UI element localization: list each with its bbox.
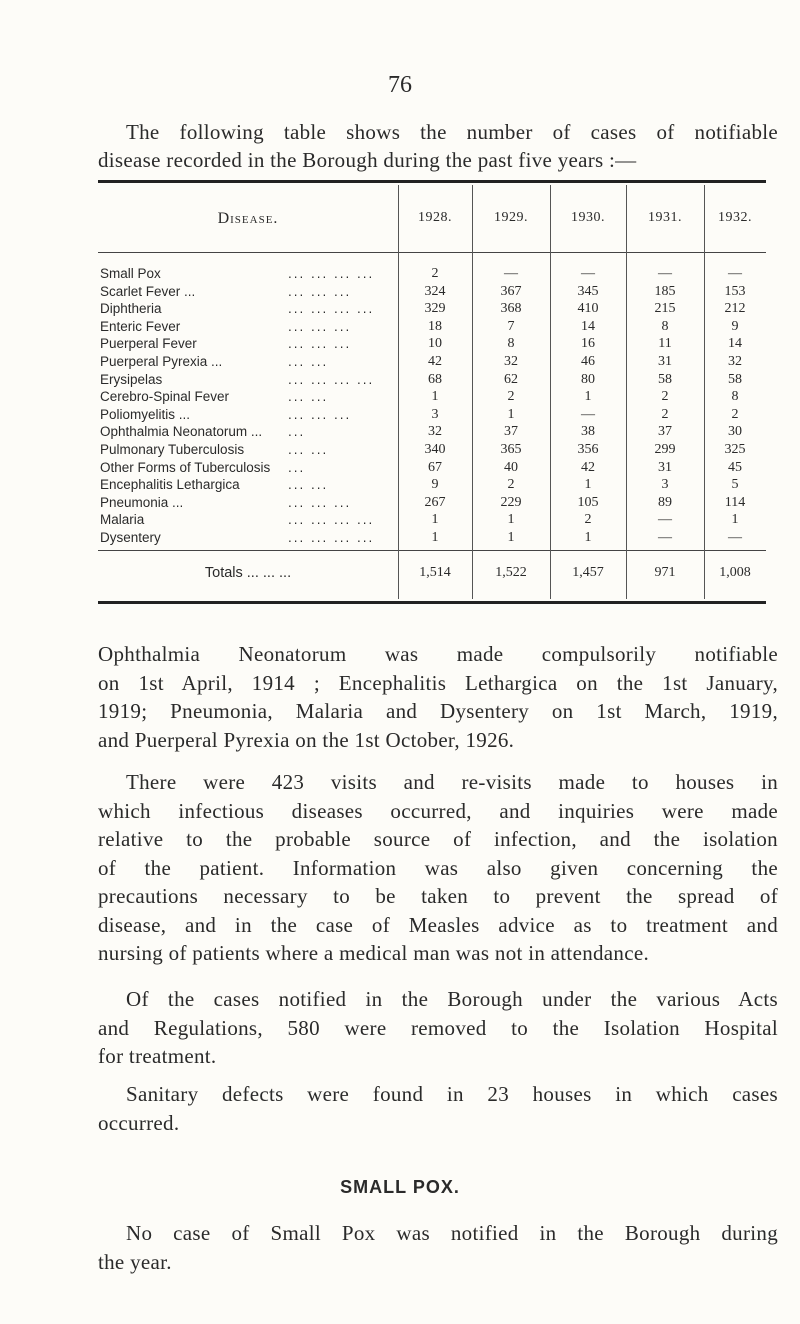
- disease-name: Enteric Fever: [100, 318, 181, 334]
- table-cell: 32: [504, 353, 518, 369]
- totals-row: [98, 565, 766, 589]
- header-year: 1930.: [571, 210, 605, 225]
- table-cell: 58: [658, 371, 672, 387]
- table-cell: —: [581, 406, 595, 422]
- leader-dots: ... ... ... ...: [288, 371, 375, 387]
- paragraph-line: 1919; Pneumonia, Malaria and Dysentery on 1st March, 1919,: [98, 699, 778, 723]
- paragraph-line: Of the cases notified in the Borough under the various Acts: [126, 987, 778, 1011]
- disease-name: Diphtheria: [100, 301, 162, 317]
- table-cell: 32: [428, 424, 442, 440]
- table-cell: 185: [654, 283, 676, 299]
- table-row: [98, 477, 766, 495]
- page-number: 76: [388, 72, 412, 98]
- paragraph-line: on 1st April, 1914 ; Encephalitis Lethargica on the 1st January,: [98, 670, 778, 695]
- table-cell: 324: [424, 283, 446, 299]
- table-cell: 10: [428, 336, 442, 352]
- table-cell: 31: [658, 353, 672, 369]
- table-cell: 9: [431, 477, 439, 493]
- table-cell: —: [658, 529, 672, 545]
- table-cell: 45: [728, 459, 742, 475]
- table-cell: 329: [424, 301, 446, 317]
- header-disease: Disease.: [217, 210, 279, 227]
- table-totals-rule: [98, 550, 766, 551]
- paragraph-line: precautions necessary to be taken to prevent the spread of: [98, 884, 778, 908]
- paragraph-line: nursing of patients where a medical man was not in attendance.: [98, 941, 650, 965]
- table-cell: 3: [431, 406, 439, 422]
- disease-name: Cerebro-Spinal Fever: [100, 389, 230, 405]
- table-cell: 1: [507, 512, 515, 528]
- disease-name: Scarlet Fever ...: [100, 283, 196, 299]
- table-cell: 1: [431, 389, 439, 405]
- table-row: [98, 372, 766, 390]
- visits-paragraph: [98, 768, 778, 968]
- table-cell: —: [728, 529, 742, 545]
- table-row: [98, 442, 766, 460]
- table-cell: 340: [424, 441, 446, 457]
- table-cell: 1: [584, 529, 592, 545]
- disease-name: Ophthalmia Neonatorum ...: [100, 424, 263, 440]
- sanitary-paragraph: [98, 1080, 778, 1137]
- table-row: [98, 407, 766, 425]
- disease-name: Puerperal Fever: [100, 336, 197, 352]
- table-cell: 368: [500, 301, 522, 317]
- table-cell: 2: [661, 406, 669, 422]
- header-year: 1928.: [418, 210, 452, 225]
- table-cell: 365: [500, 441, 522, 457]
- table-cell: 89: [658, 494, 672, 510]
- isolation-paragraph: [98, 985, 778, 1071]
- paragraph-line: of the patient. Information was also given concerning the: [98, 855, 778, 880]
- leader-dots: ...: [288, 424, 306, 440]
- notification-dates-paragraph: [98, 640, 778, 754]
- table-row: [98, 389, 766, 407]
- table-cell: 5: [731, 477, 739, 493]
- table-cell: 267: [424, 494, 446, 510]
- intro-line: disease recorded in the Borough during the past five years :—: [98, 148, 637, 172]
- section-heading: SMALL POX.: [340, 1177, 460, 1197]
- table-row: [98, 284, 766, 302]
- table-cell: 299: [654, 441, 676, 457]
- table-body: [98, 266, 766, 548]
- leader-dots: ... ... ... ...: [288, 266, 375, 281]
- disease-name: Puerperal Pyrexia ...: [100, 353, 223, 369]
- disease-name: Dysentery: [100, 529, 161, 545]
- table-cell: 11: [658, 336, 672, 352]
- intro-line: The following table shows the number of cases of notifiable: [126, 120, 778, 144]
- table-cell: 2: [507, 477, 515, 493]
- table-top-rule: [98, 180, 766, 183]
- header-year: 1929.: [494, 210, 528, 225]
- table-cell: 3: [661, 477, 669, 493]
- table-cell: 105: [577, 494, 599, 510]
- table-cell: 345: [577, 283, 599, 299]
- paragraph-line: and Puerperal Pyrexia on the 1st October, 1926.: [98, 727, 515, 752]
- table-row: [98, 319, 766, 337]
- paragraph-line: for treatment.: [98, 1044, 217, 1068]
- table-cell: 114: [724, 494, 746, 510]
- table-cell: 38: [581, 424, 595, 440]
- table-row: [98, 424, 766, 442]
- leader-dots: ... ... ... ...: [288, 529, 375, 545]
- table-cell: 30: [728, 424, 742, 440]
- paragraph-line: There were 423 visits and re-visits made to houses in: [126, 770, 778, 794]
- paragraph-line: and Regulations, 580 were removed to the Isolation Hospital: [98, 1015, 778, 1040]
- leader-dots: ... ... ...: [288, 336, 352, 352]
- table-cell: 325: [724, 441, 746, 457]
- disease-name: Poliomyelitis ...: [100, 406, 191, 422]
- table-cell: 1: [584, 389, 592, 405]
- table-cell: 31: [658, 459, 672, 475]
- table-cell: 1: [731, 512, 739, 528]
- leader-dots: ... ... ...: [288, 406, 352, 422]
- table-cell: —: [581, 266, 595, 281]
- table-cell: 212: [724, 301, 746, 317]
- leader-dots: ... ... ... ...: [288, 301, 375, 317]
- table-cell: 80: [581, 371, 595, 387]
- table-cell: 37: [504, 424, 518, 440]
- totals-label: Totals ... ... ...: [204, 565, 292, 581]
- table-cell: 8: [731, 389, 739, 405]
- table-cell: 9: [731, 318, 739, 334]
- table-row: [98, 301, 766, 319]
- paragraph-line: No case of Small Pox was notified in the Borough during: [126, 1221, 778, 1245]
- small-pox-paragraph: [98, 1219, 778, 1276]
- totals-cell: 971: [654, 565, 676, 580]
- disease-name: Erysipelas: [100, 371, 163, 387]
- paragraph-line: which infectious diseases occurred, and inquiries were made: [98, 798, 778, 823]
- leader-dots: ... ... ... ...: [288, 512, 375, 528]
- paragraph-line: occurred.: [98, 1110, 180, 1135]
- table-cell: 2: [661, 389, 669, 405]
- table-cell: 1: [507, 406, 515, 422]
- leader-dots: ... ... ...: [288, 494, 352, 510]
- table-cell: 8: [661, 318, 669, 334]
- disease-name: Other Forms of Tuberculosis: [100, 459, 271, 475]
- table-cell: 46: [581, 353, 595, 369]
- table-row: [98, 530, 766, 548]
- table-cell: 67: [428, 459, 442, 475]
- table-cell: 215: [654, 301, 676, 317]
- table-cell: 14: [728, 336, 742, 352]
- table-cell: 42: [428, 353, 442, 369]
- header-year: 1932.: [718, 210, 752, 225]
- table-cell: —: [504, 266, 518, 281]
- table-cell: 18: [428, 318, 442, 334]
- table-cell: —: [728, 266, 742, 281]
- paragraph-line: Sanitary defects were found in 23 houses in which cases: [126, 1082, 778, 1106]
- table-cell: 8: [507, 336, 515, 352]
- totals-cell: 1,522: [495, 565, 527, 580]
- leader-dots: ... ... ...: [288, 283, 352, 299]
- totals-cell: 1,008: [719, 565, 751, 580]
- table-row: [98, 460, 766, 478]
- leader-dots: ... ...: [288, 441, 329, 457]
- disease-name: Pneumonia ...: [100, 494, 184, 510]
- leader-dots: ... ...: [288, 353, 329, 369]
- table-cell: 1: [584, 477, 592, 493]
- totals-cell: 1,457: [572, 565, 604, 580]
- disease-table: [98, 180, 766, 606]
- table-cell: 40: [504, 459, 518, 475]
- table-cell: 2: [507, 389, 515, 405]
- totals-cell: 1,514: [419, 565, 451, 580]
- paragraph-line: relative to the probable source of infection, and the isolation: [98, 827, 778, 851]
- table-cell: 410: [577, 301, 599, 317]
- disease-name: Pulmonary Tuberculosis: [100, 441, 245, 457]
- table-row: [98, 336, 766, 354]
- table-cell: 2: [431, 266, 439, 281]
- table-cell: 68: [428, 371, 442, 387]
- leader-dots: ...: [288, 459, 306, 475]
- table-cell: 1: [507, 529, 515, 545]
- table-row: [98, 354, 766, 372]
- table-row: [98, 495, 766, 513]
- paragraph-line: disease, and in the case of Measles advice as to treatment and: [98, 912, 778, 937]
- table-cell: 58: [728, 371, 742, 387]
- disease-name: Encephalitis Lethargica: [100, 477, 240, 493]
- table-cell: 42: [581, 459, 595, 475]
- table-header-rule: [98, 252, 766, 253]
- table-cell: 16: [581, 336, 595, 352]
- table-row: [98, 266, 766, 284]
- table-cell: 356: [577, 441, 599, 457]
- table-cell: 229: [500, 494, 522, 510]
- leader-dots: ... ... ...: [288, 318, 352, 334]
- table-cell: —: [658, 266, 672, 281]
- table-cell: 37: [658, 424, 672, 440]
- disease-name: Small Pox: [100, 266, 161, 281]
- table-cell: 367: [500, 283, 522, 299]
- header-year: 1931.: [648, 210, 682, 225]
- intro-paragraph: [98, 118, 778, 174]
- table-row: [98, 512, 766, 530]
- table-cell: 1: [431, 512, 439, 528]
- disease-name: Malaria: [100, 512, 145, 528]
- leader-dots: ... ...: [288, 477, 329, 493]
- table-cell: 2: [584, 512, 592, 528]
- table-bottom-rule: [98, 601, 766, 604]
- table-cell: 2: [731, 406, 739, 422]
- table-cell: 14: [581, 318, 595, 334]
- table-cell: 32: [728, 353, 742, 369]
- paragraph-line: Ophthalmia Neonatorum was made compulsorily notifiable: [98, 642, 778, 666]
- table-cell: 153: [724, 283, 746, 299]
- table-cell: 1: [431, 529, 439, 545]
- table-cell: 62: [504, 371, 518, 387]
- table-cell: 7: [507, 318, 515, 334]
- table-cell: —: [658, 512, 672, 528]
- leader-dots: ... ...: [288, 389, 329, 405]
- paragraph-line: the year.: [98, 1249, 172, 1274]
